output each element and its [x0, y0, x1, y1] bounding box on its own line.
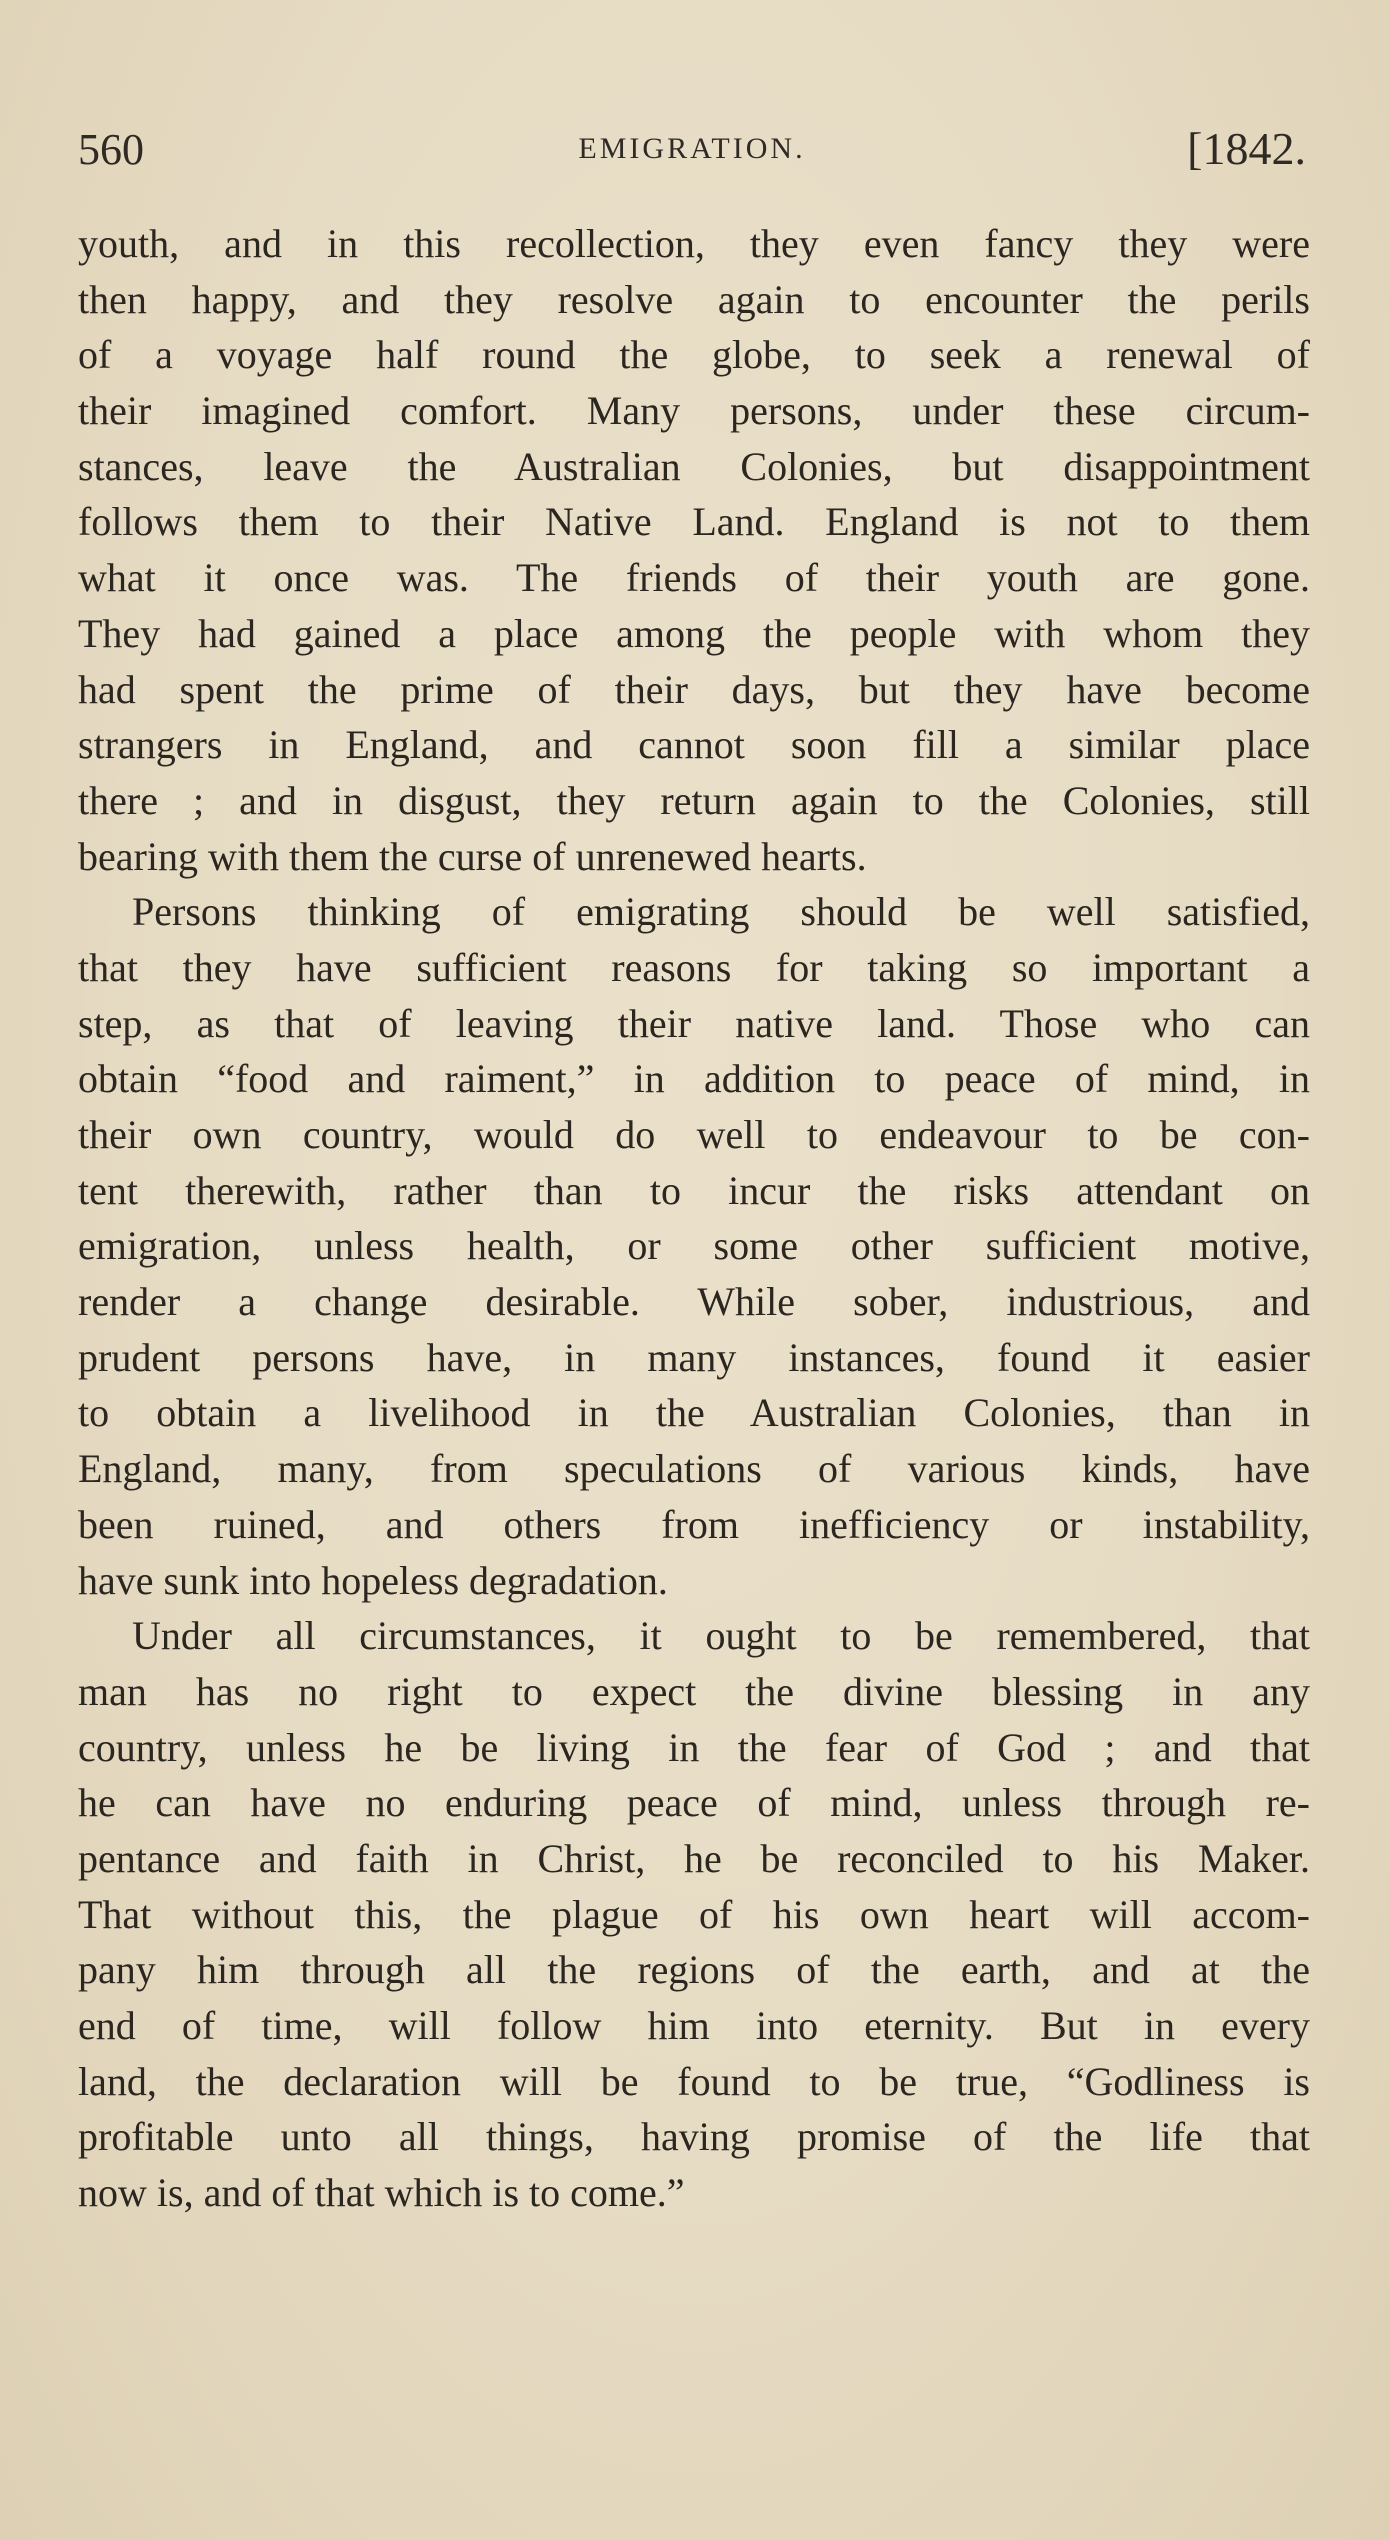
text-line: pentance and faith in Christ, he be reconciled to his Maker. — [78, 1835, 1310, 1881]
text-line: land, the declaration will be found to be true, “Godliness is — [78, 2058, 1310, 2104]
page-number: 560 — [78, 125, 144, 174]
text-line: have sunk into hopeless degradation. — [78, 1557, 668, 1603]
text-line: man has no right to expect the divine blessing in any — [78, 1668, 1310, 1714]
text-line: Persons thinking of emigrating should be well satisfied, — [132, 889, 1310, 935]
text-line: prudent persons have, in many instances, found it easier — [78, 1334, 1310, 1380]
text-line: England, many, from speculations of various kinds, have — [78, 1446, 1310, 1492]
text-line: their imagined comfort. Many persons, under these circum- — [78, 388, 1310, 434]
text-line: tent therewith, rather than to incur the risks attendant on — [78, 1167, 1310, 1213]
running-head — [78, 118, 1306, 190]
text-line: there ; and in disgust, they return again to the Colonies, still — [78, 777, 1310, 823]
text-line: strangers in England, and cannot soon fill a similar place — [78, 722, 1310, 768]
text-line: country, unless he be living in the fear of God ; and that — [78, 1724, 1310, 1770]
text-line: emigration, unless health, or some other sufficient motive, — [78, 1223, 1310, 1269]
text-line: They had gained a place among the people with whom they — [78, 610, 1310, 656]
text-line: render a change desirable. While sober, industrious, and — [78, 1279, 1310, 1325]
text-line: to obtain a livelihood in the Australian Colonies, than in — [78, 1390, 1310, 1436]
text-line: then happy, and they resolve again to encounter the perils — [78, 276, 1310, 322]
text-line: end of time, will follow him into eternity. But in every — [78, 2003, 1310, 2048]
text-line: now is, and of that which is to come.” — [78, 2170, 685, 2216]
text-line: pany him through all the regions of the earth, and at the — [78, 1947, 1310, 1993]
text-line: step, as that of leaving their native land. Those who can — [78, 1000, 1310, 1046]
running-year: [1842. — [1187, 123, 1306, 174]
text-line: that they have sufficient reasons for taking so important a — [78, 944, 1310, 990]
text-line: what it once was. The friends of their youth are gone. — [78, 555, 1310, 601]
text-line: been ruined, and others from inefficiency or instability, — [78, 1501, 1310, 1547]
text-line: Under all circumstances, it ought to be remembered, that — [132, 1613, 1310, 1659]
text-line: of a voyage half round the globe, to seek a renewal of — [78, 332, 1310, 378]
paragraph-3 — [78, 1608, 1310, 2221]
paragraph-2 — [78, 884, 1310, 1608]
body-text — [78, 216, 1310, 2221]
text-line: That without this, the plague of his own heart will accom- — [78, 1891, 1310, 1937]
text-line: stances, leave the Australian Colonies, but disappointment — [78, 443, 1310, 489]
paragraph-1 — [78, 216, 1310, 884]
text-line: bearing with them the curse of unrenewed hearts. — [78, 833, 867, 879]
text-line: their own country, would do well to endeavour to be con- — [78, 1112, 1310, 1157]
text-line: profitable unto all things, having promise of the life that — [78, 2114, 1310, 2160]
running-title: EMIGRATION. — [578, 132, 806, 165]
text-line: had spent the prime of their days, but they have become — [78, 666, 1310, 712]
text-line: obtain “food and raiment,” in addition to peace of mind, in — [78, 1056, 1310, 1102]
text-line: follows them to their Native Land. England is not to them — [78, 499, 1310, 545]
text-line: youth, and in this recollection, they even fancy they were — [78, 221, 1310, 266]
text-line: he can have no enduring peace of mind, unless through re- — [78, 1780, 1310, 1826]
